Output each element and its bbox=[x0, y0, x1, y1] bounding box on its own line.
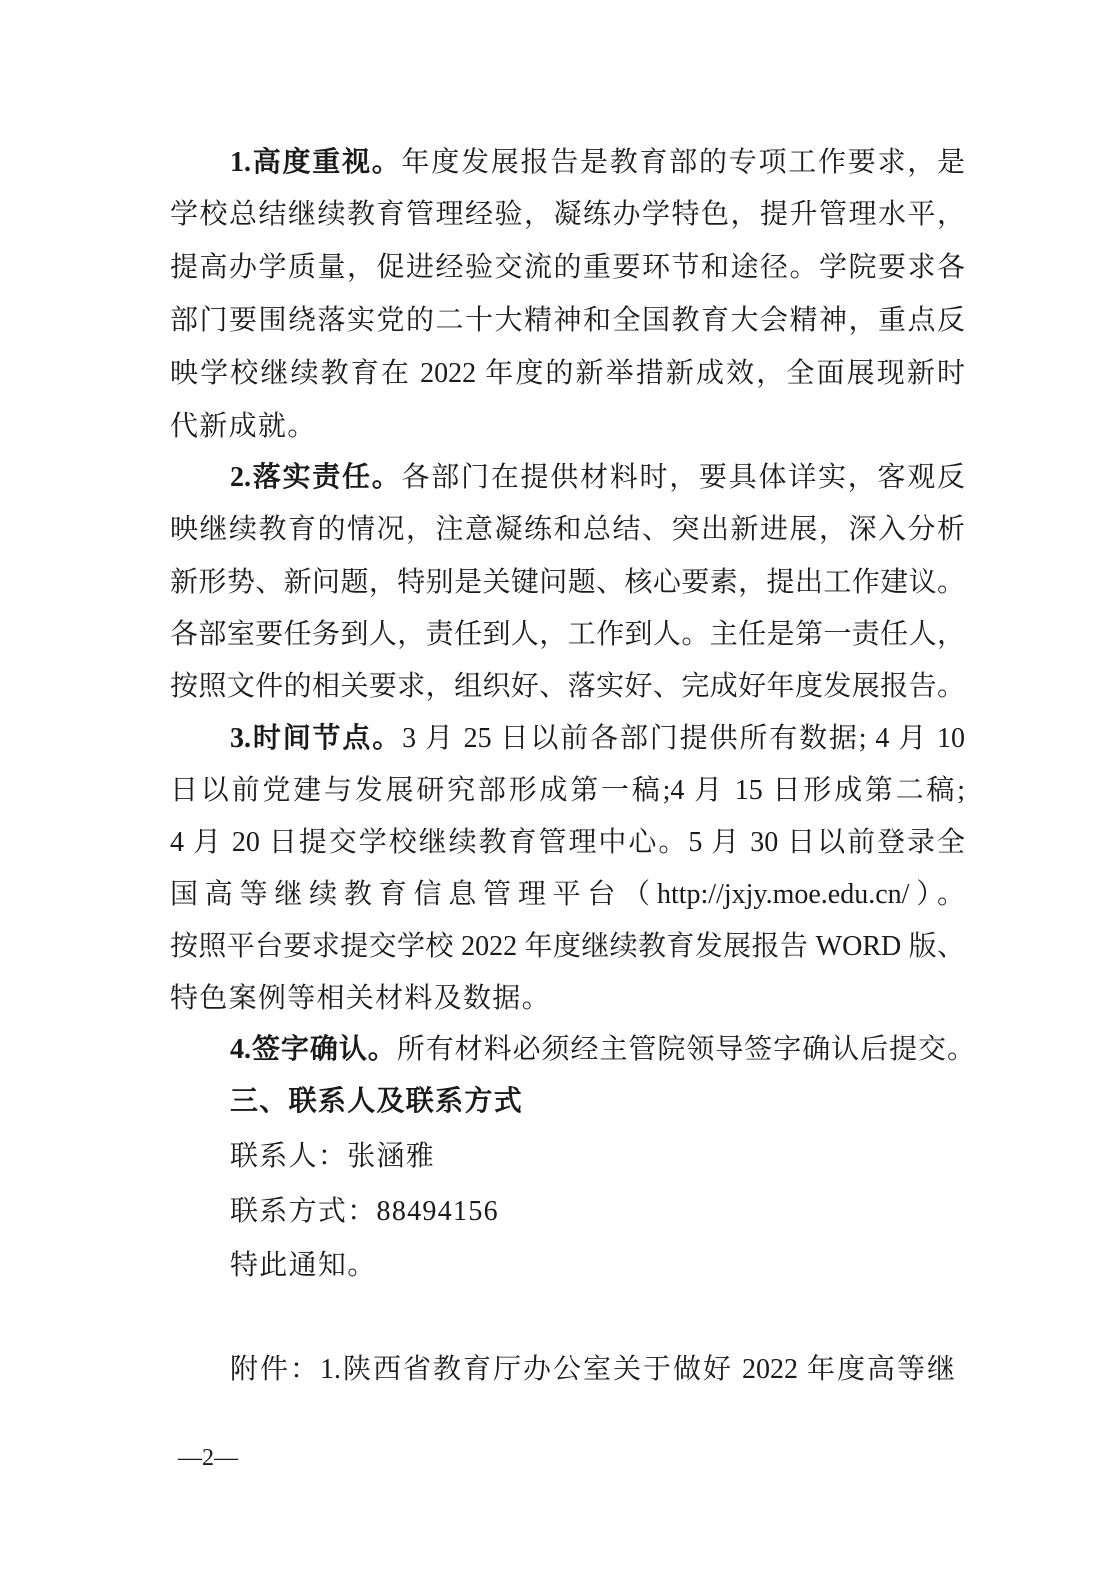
item-3-line-6: 特色案例等相关材料及数据。 bbox=[170, 983, 551, 1014]
item-3-line-3: 4 月 20 日提交学校继续教育管理中心。5 月 30 日以前登录全 bbox=[170, 827, 965, 858]
contact-person-name: 张涵雅 bbox=[347, 1141, 436, 1172]
contact-phone-number: 88494156 bbox=[376, 1196, 499, 1227]
item-1-lead: 1.高度重视。 bbox=[230, 147, 402, 178]
item-1-line-2: 学校总结继续教育管理经验，凝练办学特色，提升管理水平， bbox=[170, 199, 965, 230]
contact-phone bbox=[230, 1192, 965, 1232]
page-number: —2— bbox=[178, 1445, 238, 1471]
item-1-line-1 bbox=[230, 143, 965, 183]
item-2-line-5: 按照文件的相关要求，组织好、落实好、完成好年度发展报告。 bbox=[170, 671, 965, 702]
contact-phone-label: 联系方式： bbox=[230, 1196, 377, 1227]
contact-person-label: 联系人： bbox=[230, 1141, 348, 1172]
item-3-lead: 3.时间节点。 bbox=[230, 723, 403, 754]
item-1-line-3: 提高办学质量，促进经验交流的重要环节和途径。学院要求各 bbox=[170, 252, 965, 283]
item-1-line-5: 映学校继续教育在 2022 年度的新举措新成效，全面展现新时 bbox=[170, 358, 965, 389]
item-2-line-3: 新形势、新问题，特别是关键问题、核心要素，提出工作建议。 bbox=[170, 567, 965, 598]
attachment-text: 1.陕西省教育厅办公室关于做好 2022 年度高等继 bbox=[320, 1354, 955, 1385]
item-1-line-4: 部门要围绕落实党的二十大精神和全国教育大会精神，重点反 bbox=[170, 305, 965, 336]
item-1-line-6: 代新成就。 bbox=[170, 411, 317, 442]
item-2-text: 各部门在提供材料时，要具体详实，客观反 bbox=[401, 462, 965, 493]
item-4-text: 所有材料必须经主管院领导签字确认后提交。 bbox=[396, 1034, 975, 1065]
item-4-line-1 bbox=[230, 1030, 975, 1070]
attachment-label: 附件： bbox=[230, 1354, 320, 1385]
item-3-text: 3 月 25 日以前各部门提供所有数据; 4 月 10 bbox=[402, 723, 965, 754]
item-2-line-1 bbox=[230, 458, 965, 498]
item-2-line-4: 各部室要任务到人，责任到人，工作到人。主任是第一责任人， bbox=[170, 619, 965, 650]
item-3-line-1 bbox=[230, 719, 965, 759]
contact-heading: 三、联系人及联系方式 bbox=[230, 1086, 524, 1117]
closing-text: 特此通知。 bbox=[230, 1250, 377, 1281]
item-3-line-5: 按照平台要求提交学校 2022 年度继续教育发展报告 WORD 版、 bbox=[170, 931, 965, 962]
item-2-line-2: 映继续教育的情况，注意凝练和总结、突出新进展，深入分析 bbox=[170, 514, 965, 545]
item-2-lead: 2.落实责任。 bbox=[230, 462, 402, 493]
item-3-line-4: 国高等继续教育信息管理平台（http://jxjy.moe.edu.cn/）。 bbox=[170, 879, 965, 910]
attachment-line bbox=[230, 1350, 955, 1390]
contact-person bbox=[230, 1137, 965, 1177]
item-1-text: 年度发展报告是教育部的专项工作要求，是 bbox=[401, 147, 965, 178]
item-4-lead: 4.签字确认。 bbox=[230, 1034, 397, 1065]
item-3-line-2: 日以前党建与发展研究部形成第一稿;4 月 15 日形成第二稿; bbox=[170, 775, 965, 806]
